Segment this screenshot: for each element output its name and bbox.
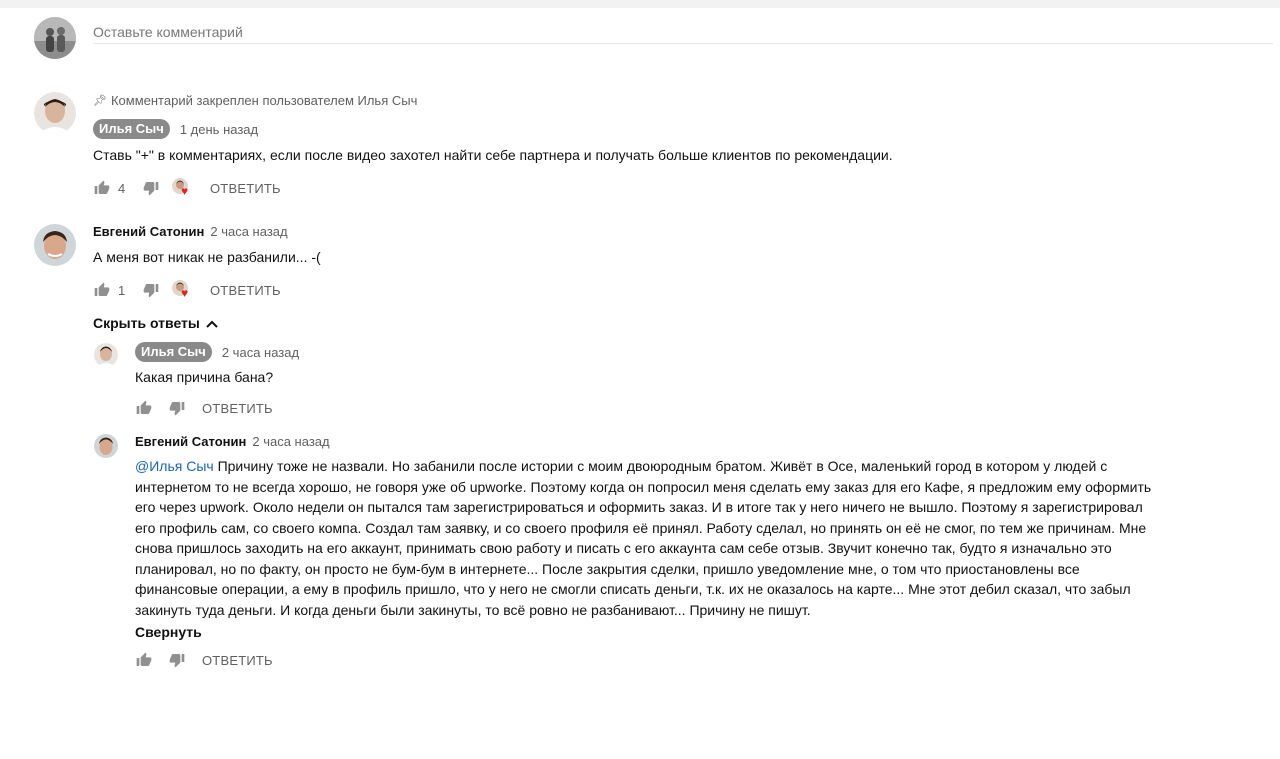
reply-button[interactable]: ОТВЕТИТЬ	[210, 282, 281, 298]
like-count: 4	[118, 180, 126, 196]
avatar[interactable]	[94, 343, 118, 367]
like-count: 1	[118, 282, 126, 298]
reply-line: его профиль сам, со своего компа. Создал там заявку, и со своего профиля её принял. Работу сделал, но принять он её не смог, по тем же причинам. Мне	[135, 519, 1147, 536]
comment-text: А меня вот никак не разбанили... -(	[93, 249, 321, 265]
thumb-up-icon[interactable]	[135, 651, 153, 669]
top-divider	[0, 0, 1280, 8]
comment-text: Ставь "+" в комментариях, если после видео захотел найти себе партнера и получать больше клиентов по рекомендации.	[93, 147, 893, 163]
thumb-up-icon[interactable]	[93, 281, 111, 299]
reply-line: закинуть туда деньги. И когда деньги были закинуты, то всё ровно не разбанивают... Причину не пишут.	[135, 601, 811, 618]
avatar[interactable]	[34, 92, 76, 134]
heart-icon: ♥	[181, 184, 189, 198]
comment-actions	[93, 178, 281, 198]
comment-header	[93, 224, 288, 239]
author-chip[interactable]: Илья Сыч	[135, 342, 212, 362]
reply-line: его через upwork. Около недели он пытался там зарегистрироваться и оформить заказ. И в итоге так у него ничего не вышло. Поэтому я зарегистрировал	[135, 499, 1143, 515]
hide-replies-label: Скрыть ответы	[93, 315, 200, 331]
reply-line: планировал, но по факту, он просто не бум-бум в интернете... После закрытия сделки, пришло уведомление мне, о том что приостановлены все	[135, 560, 1080, 577]
comment-author[interactable]: Евгений Сатонин	[93, 224, 205, 239]
thumb-down-icon[interactable]	[168, 399, 186, 417]
thumb-up-icon[interactable]	[93, 179, 111, 197]
avatar[interactable]	[34, 224, 76, 266]
reply-time[interactable]: 2 часа назад	[221, 344, 300, 360]
comment-input[interactable]	[93, 20, 1273, 44]
reply-button[interactable]: ОТВЕТИТЬ	[202, 400, 273, 416]
thumb-down-icon[interactable]	[168, 651, 186, 669]
reply-actions	[135, 398, 273, 418]
current-user-avatar	[34, 17, 76, 59]
comment-time[interactable]: 1 день назад	[179, 121, 259, 137]
collapse-link[interactable]: Свернуть	[135, 624, 202, 640]
avatar[interactable]	[94, 434, 118, 458]
author-chip[interactable]: Илья Сыч	[93, 119, 170, 139]
reply-line: интернетом то не всегда хорошо, не говоря уже об upworke. Поэтому когда он попросил меня сделать ему заказ для его Кафе, я предложим ему оформить	[135, 478, 1152, 495]
reply-actions	[135, 650, 273, 670]
pin-icon: 📌︎	[93, 95, 107, 107]
comment-header	[93, 119, 258, 139]
heart-icon: ♥	[181, 286, 189, 300]
thumb-down-icon[interactable]	[142, 281, 160, 299]
reply-header	[135, 434, 330, 449]
thumb-up-icon[interactable]	[135, 399, 153, 417]
creator-heart	[172, 178, 194, 198]
reply-header	[135, 342, 299, 362]
hide-replies-toggle[interactable]	[93, 315, 218, 331]
pinned-note	[93, 93, 417, 108]
user-mention[interactable]: @Илья Сыч	[135, 458, 214, 474]
reply-line: снова пришлось заходить на его аккаунт, принимать свою работу и писать с его аккаунта сам себе отзыв. Звучит конечно так, будто я изначально это	[135, 540, 1112, 556]
chevron-up-icon	[206, 315, 218, 331]
reply-text	[135, 456, 1235, 620]
pinned-label: Комментарий закреплен пользователем Илья Сыч	[110, 93, 418, 108]
comment-actions	[93, 280, 281, 300]
reply-button[interactable]: ОТВЕТИТЬ	[210, 180, 281, 196]
reply-line-text: Причину тоже не назвали. Но забанили после истории с моим двоюродным братом. Живёт в Осе, маленький город в котором у людей с	[213, 458, 1108, 474]
comment-time[interactable]: 2 часа назад	[210, 224, 288, 239]
reply-line: финансовые операции, а ему в профиль пришло, что у него не смогли списать деньги, т.к. их не оказалось на карте... Мне этот дебил сказал, что забыл	[135, 581, 1131, 597]
creator-heart	[172, 280, 194, 300]
reply-button[interactable]: ОТВЕТИТЬ	[202, 652, 273, 668]
reply-line	[135, 456, 1235, 477]
reply-text: Какая причина бана?	[135, 369, 274, 385]
thumb-down-icon[interactable]	[142, 179, 160, 197]
reply-author[interactable]: Евгений Сатонин	[135, 434, 247, 449]
reply-time[interactable]: 2 часа назад	[252, 434, 330, 449]
